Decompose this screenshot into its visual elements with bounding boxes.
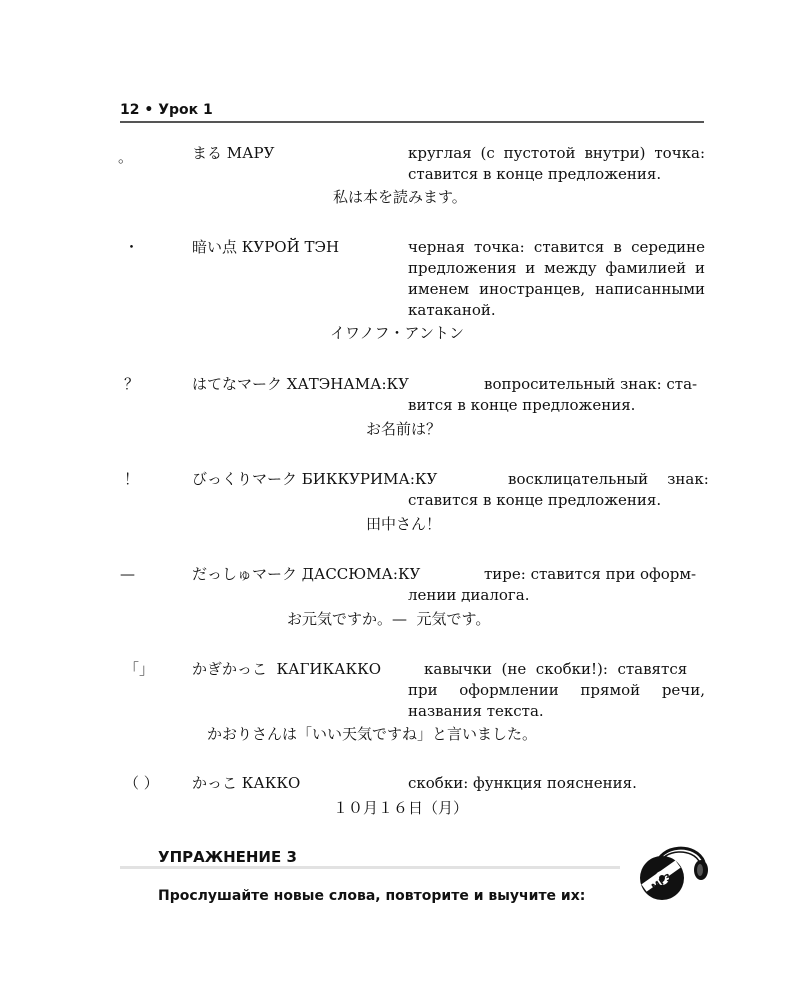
punctuation-description: круглая (с пустотой внутри) точка: ставится в конце предложения. — [408, 144, 705, 183]
header-bullet: • — [144, 102, 154, 118]
punctuation-term: 暗い点 КУРОЙ ТЭН — [192, 238, 340, 256]
punctuation-description-first-line: вопросительный знак: ста- — [484, 375, 698, 393]
punctuation-symbol: — — [120, 565, 135, 583]
punctuation-example: 私は本を読みます。 — [333, 188, 467, 206]
punctuation-example: １０月１６日（月） — [333, 799, 469, 817]
punctuation-description: скобки: функция пояснения. — [408, 774, 637, 792]
punctuation-term: まる МАРУ — [192, 144, 275, 162]
punctuation-description-rest: лении диалога. — [408, 586, 530, 604]
svg-text:MP3: MP3 — [650, 872, 674, 894]
punctuation-description-rest: вится в конце предложения. — [408, 396, 636, 414]
punctuation-description-rest: при оформлении прямой речи, названия текста. — [408, 681, 705, 720]
exercise-title: УПРАЖНЕНИЕ 3 — [158, 848, 297, 866]
exercise-instruction: Прослушайте новые слова, повторите и выучите их: — [158, 888, 586, 904]
punctuation-term: はてなマーク ХАТЭНАМА:КУ — [192, 375, 409, 393]
punctuation-description-first-line: восклицательный знак: — [508, 470, 709, 488]
punctuation-description-first-line: тире: ставится при оформ- — [484, 565, 697, 583]
punctuation-example: お名前は？ — [366, 420, 442, 438]
lesson-title: Урок 1 — [158, 102, 213, 118]
audio-cd-icon — [626, 840, 710, 902]
punctuation-symbol: 「」 — [124, 660, 155, 678]
punctuation-example: かおりさんは「いい天気ですね」と言いました。 — [207, 725, 538, 743]
punctuation-symbol: ？ — [124, 375, 140, 393]
punctuation-symbol: （ ） — [124, 774, 159, 792]
page-header — [120, 101, 704, 123]
punctuation-description: черная точка: ставится в середине предложения и между фамилией и именем иностранцев, написанными катаканой. — [408, 238, 705, 319]
punctuation-symbol: ！ — [124, 470, 140, 488]
punctuation-example: イワノフ・アントン — [330, 324, 464, 342]
punctuation-symbol: ・ — [124, 238, 140, 256]
punctuation-example: 田中さん！ — [366, 515, 442, 533]
punctuation-description-first-line: кавычки (не скобки!): ставятся — [424, 660, 688, 678]
punctuation-example: お元気ですか。— 元気です。 — [287, 610, 491, 628]
punctuation-term: かっこ КАККО — [192, 774, 301, 792]
punctuation-term: だっしゅマーク ДАССЮМА:КУ — [192, 565, 421, 583]
punctuation-term: びっくりマーク БИККУРИМА:КУ — [192, 470, 438, 488]
punctuation-symbol: 。 — [118, 148, 134, 166]
page-number: 12 — [120, 102, 140, 118]
exercise-divider — [120, 866, 620, 869]
punctuation-description-rest: ставится в конце предложения. — [408, 491, 662, 509]
punctuation-term: かぎかっこ КАГИКАККО — [192, 660, 382, 678]
